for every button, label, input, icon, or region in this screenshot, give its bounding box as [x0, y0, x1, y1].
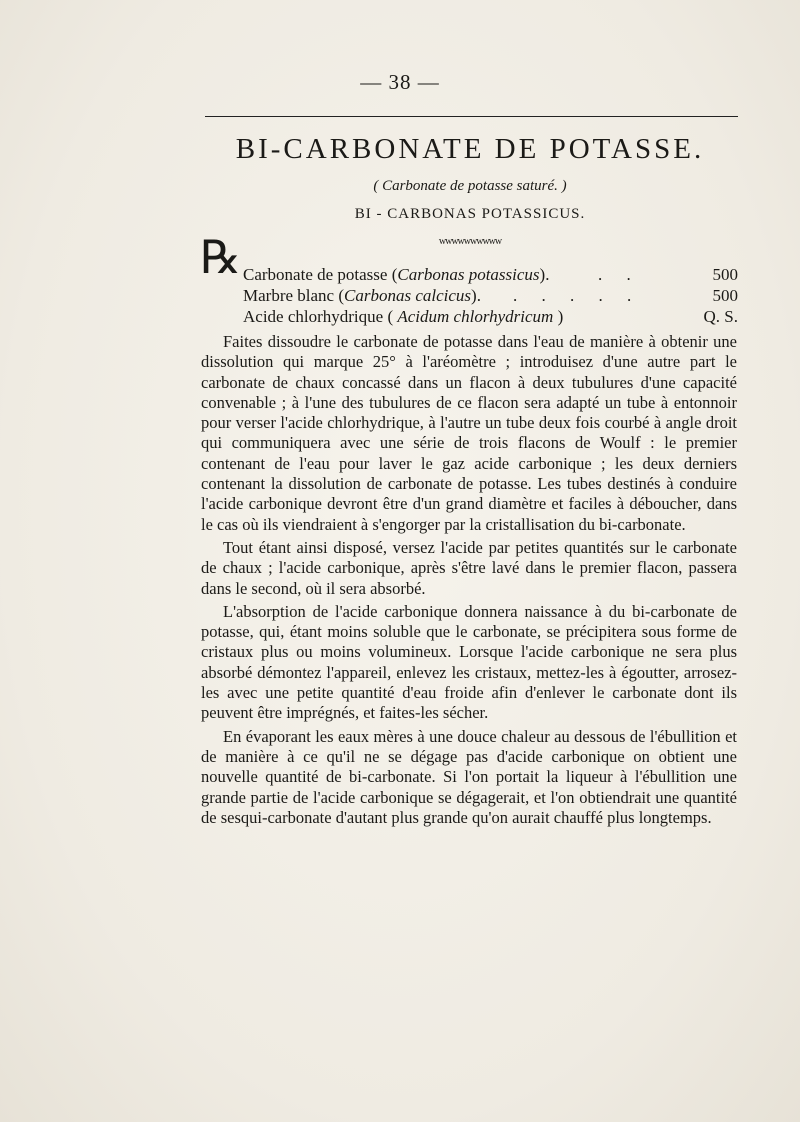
- ingredient-row: [243, 306, 738, 327]
- ingredient-quantity: Q. S.: [703, 307, 738, 326]
- paragraph: L'absorption de l'acide carbonique donnera naissance à du bi-carbonate de potasse, qui, étant moins soluble que le carbonate, se précipitera sous forme de cristaux plus ou moins volumineux. Lorsque l'acide carbonique ne sera plus absorbé démontez l'appareil, enlevez les cristaux, mettez-les à égoutter, arrosez-les avec une petite quantité d'eau froide afin d'enlever le carbonate dont ils peuvent être imprégnés, et faites-les sécher.: [201, 601, 737, 723]
- leader-dots: . . . . .: [513, 286, 642, 305]
- section-title: BI-CARBONATE DE POTASSE.: [235, 133, 705, 165]
- paragraph: Faites dissoudre le carbonate de potasse dans l'eau de manière à obtenir une dissolution qui marque 25° à l'aréomètre ; introduisez d'une autre part le carbonate de chaux concassé dans un flacon à deux tubulures d'une capacité convenable ; à l'une des tubulures de ce flacon sera adapté un tube à entonnoir pour verser l'acide chlorhydrique, à l'autre un tube deux fois courbé à angle droit qui communiquera avec une série de trois flacons de Woulf : le premier contenant de l'eau pour laver le gaz acide carbonique ; les deux derniers contenant la dissolution de carbonate de potasse. Les tubes destinés à conduire l'acide carbonique devront être d'un grand diamètre et faciles à déboucher, dans le cas où ils viendraient à s'engorger par la cristallisation du bi-carbonate.: [201, 332, 737, 534]
- ingredient-name: Marbre blanc (Carbonas calcicus).: [243, 286, 481, 305]
- paragraph: Tout étant ainsi disposé, versez l'acide par petites quantités sur le carbonate de chaux ; l'acide carbonique, après s'être lavé dans le premier flacon, passera dans le second, où il sera absorbé.: [201, 537, 737, 598]
- page-number: — 38 —: [360, 70, 440, 94]
- body-text: [201, 332, 737, 828]
- latin-name: BI - CARBONAS POTASSICUS.: [354, 206, 586, 222]
- ingredient-row: [243, 264, 738, 285]
- leader-dots: . .: [598, 265, 641, 284]
- section-subtitle: ( Carbonate de potasse saturé. ): [373, 178, 567, 194]
- ingredient-name: Carbonate de potasse (Carbonas potassicus).: [243, 265, 550, 284]
- ingredient-quantity: 500: [712, 286, 738, 305]
- recipe-symbol: ℞: [200, 232, 242, 283]
- ornament-divider: wwwwwwwwww: [438, 236, 502, 247]
- ingredient-row: [243, 285, 738, 306]
- ingredient-name: Acide chlorhydrique ( Acidum chlorhydricum ): [243, 307, 564, 326]
- paragraph: En évaporant les eaux mères à une douce chaleur au dessous de l'ébullition et de manière à ce qu'il ne se dégage pas d'acide carbonique on obtient une nouvelle quantité de bi-carbonate. Si l'on portait la liqueur à l'ébullition une grande partie de l'acide carbonique se dégagerait, et l'on obtiendrait une quantité de sesqui-carbonate d'autant plus grande qu'on aurait chauffé plus longtemps.: [201, 726, 737, 827]
- header-rule: [205, 116, 738, 117]
- ingredient-quantity: 500: [712, 265, 738, 284]
- ingredient-list: [243, 264, 738, 327]
